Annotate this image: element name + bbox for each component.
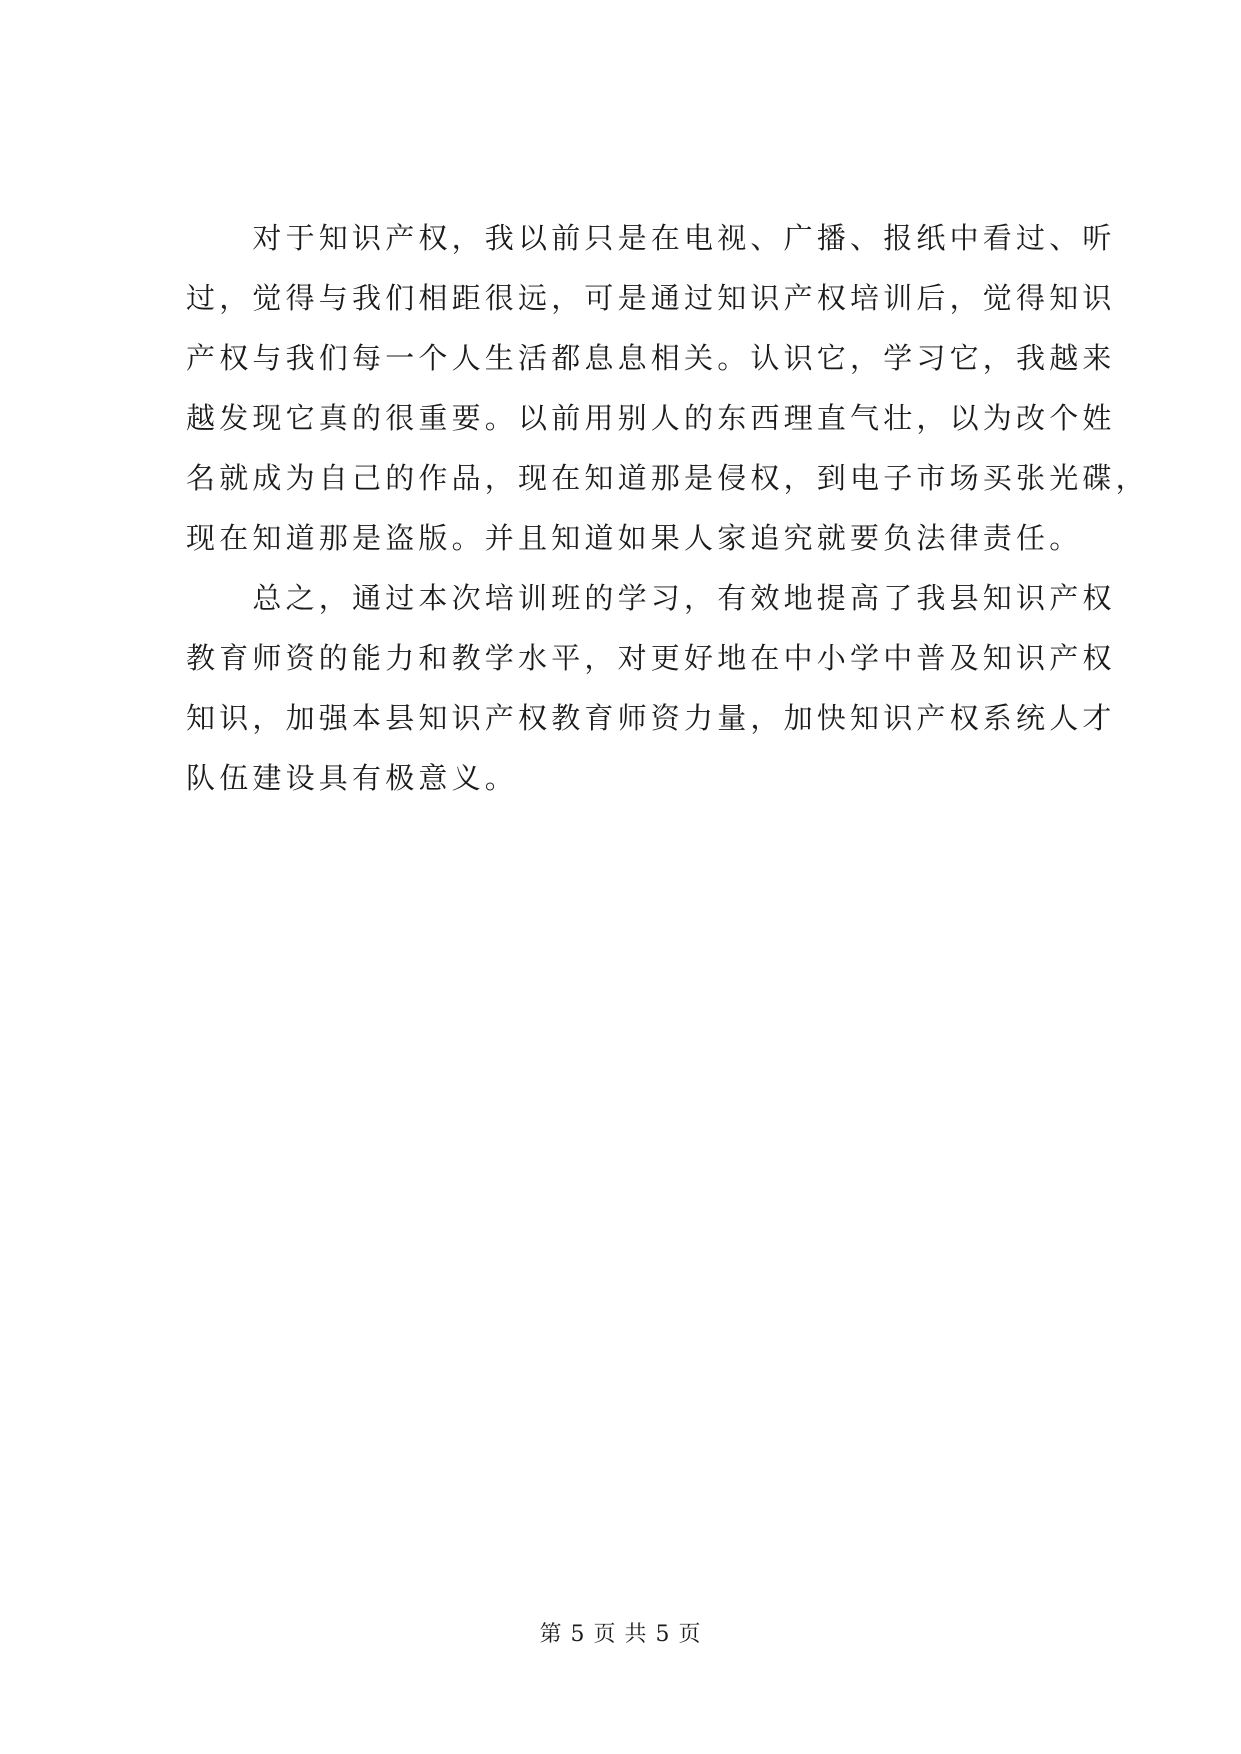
paragraph-1 [186, 208, 1149, 568]
paragraph-line: 越发现它真的很重要。以前用别人的东西理直气壮，以为改个姓 [186, 401, 1116, 435]
paragraph-line: 产权与我们每一个人生活都息息相关。认识它，学习它，我越来 [186, 341, 1116, 375]
paragraph-line: 名就成为自己的作品，现在知道那是侵权，到电子市场买张光碟， [186, 461, 1149, 495]
paragraph-line: 过，觉得与我们相距很远，可是通过知识产权培训后，觉得知识 [186, 281, 1116, 315]
paragraph-line: 队伍建设具有极意义。 [186, 761, 519, 795]
document-body [186, 208, 1149, 808]
paragraph-line: 知识，加强本县知识产权教育师资力量，加快知识产权系统人才 [186, 701, 1116, 735]
page-number-footer: 第 5 页 共 5 页 [539, 1622, 702, 1647]
paragraph-line: 教育师资的能力和教学水平，对更好地在中小学中普及知识产权 [186, 641, 1116, 675]
paragraph-line: 现在知道那是盗版。并且知道如果人家追究就要负法律责任。 [186, 521, 1083, 555]
paragraph-line: 对于知识产权，我以前只是在电视、广播、报纸中看过、听 [186, 221, 1116, 255]
paragraph-2 [186, 568, 1116, 808]
paragraph-line: 总之，通过本次培训班的学习，有效地提高了我县知识产权 [186, 581, 1116, 615]
